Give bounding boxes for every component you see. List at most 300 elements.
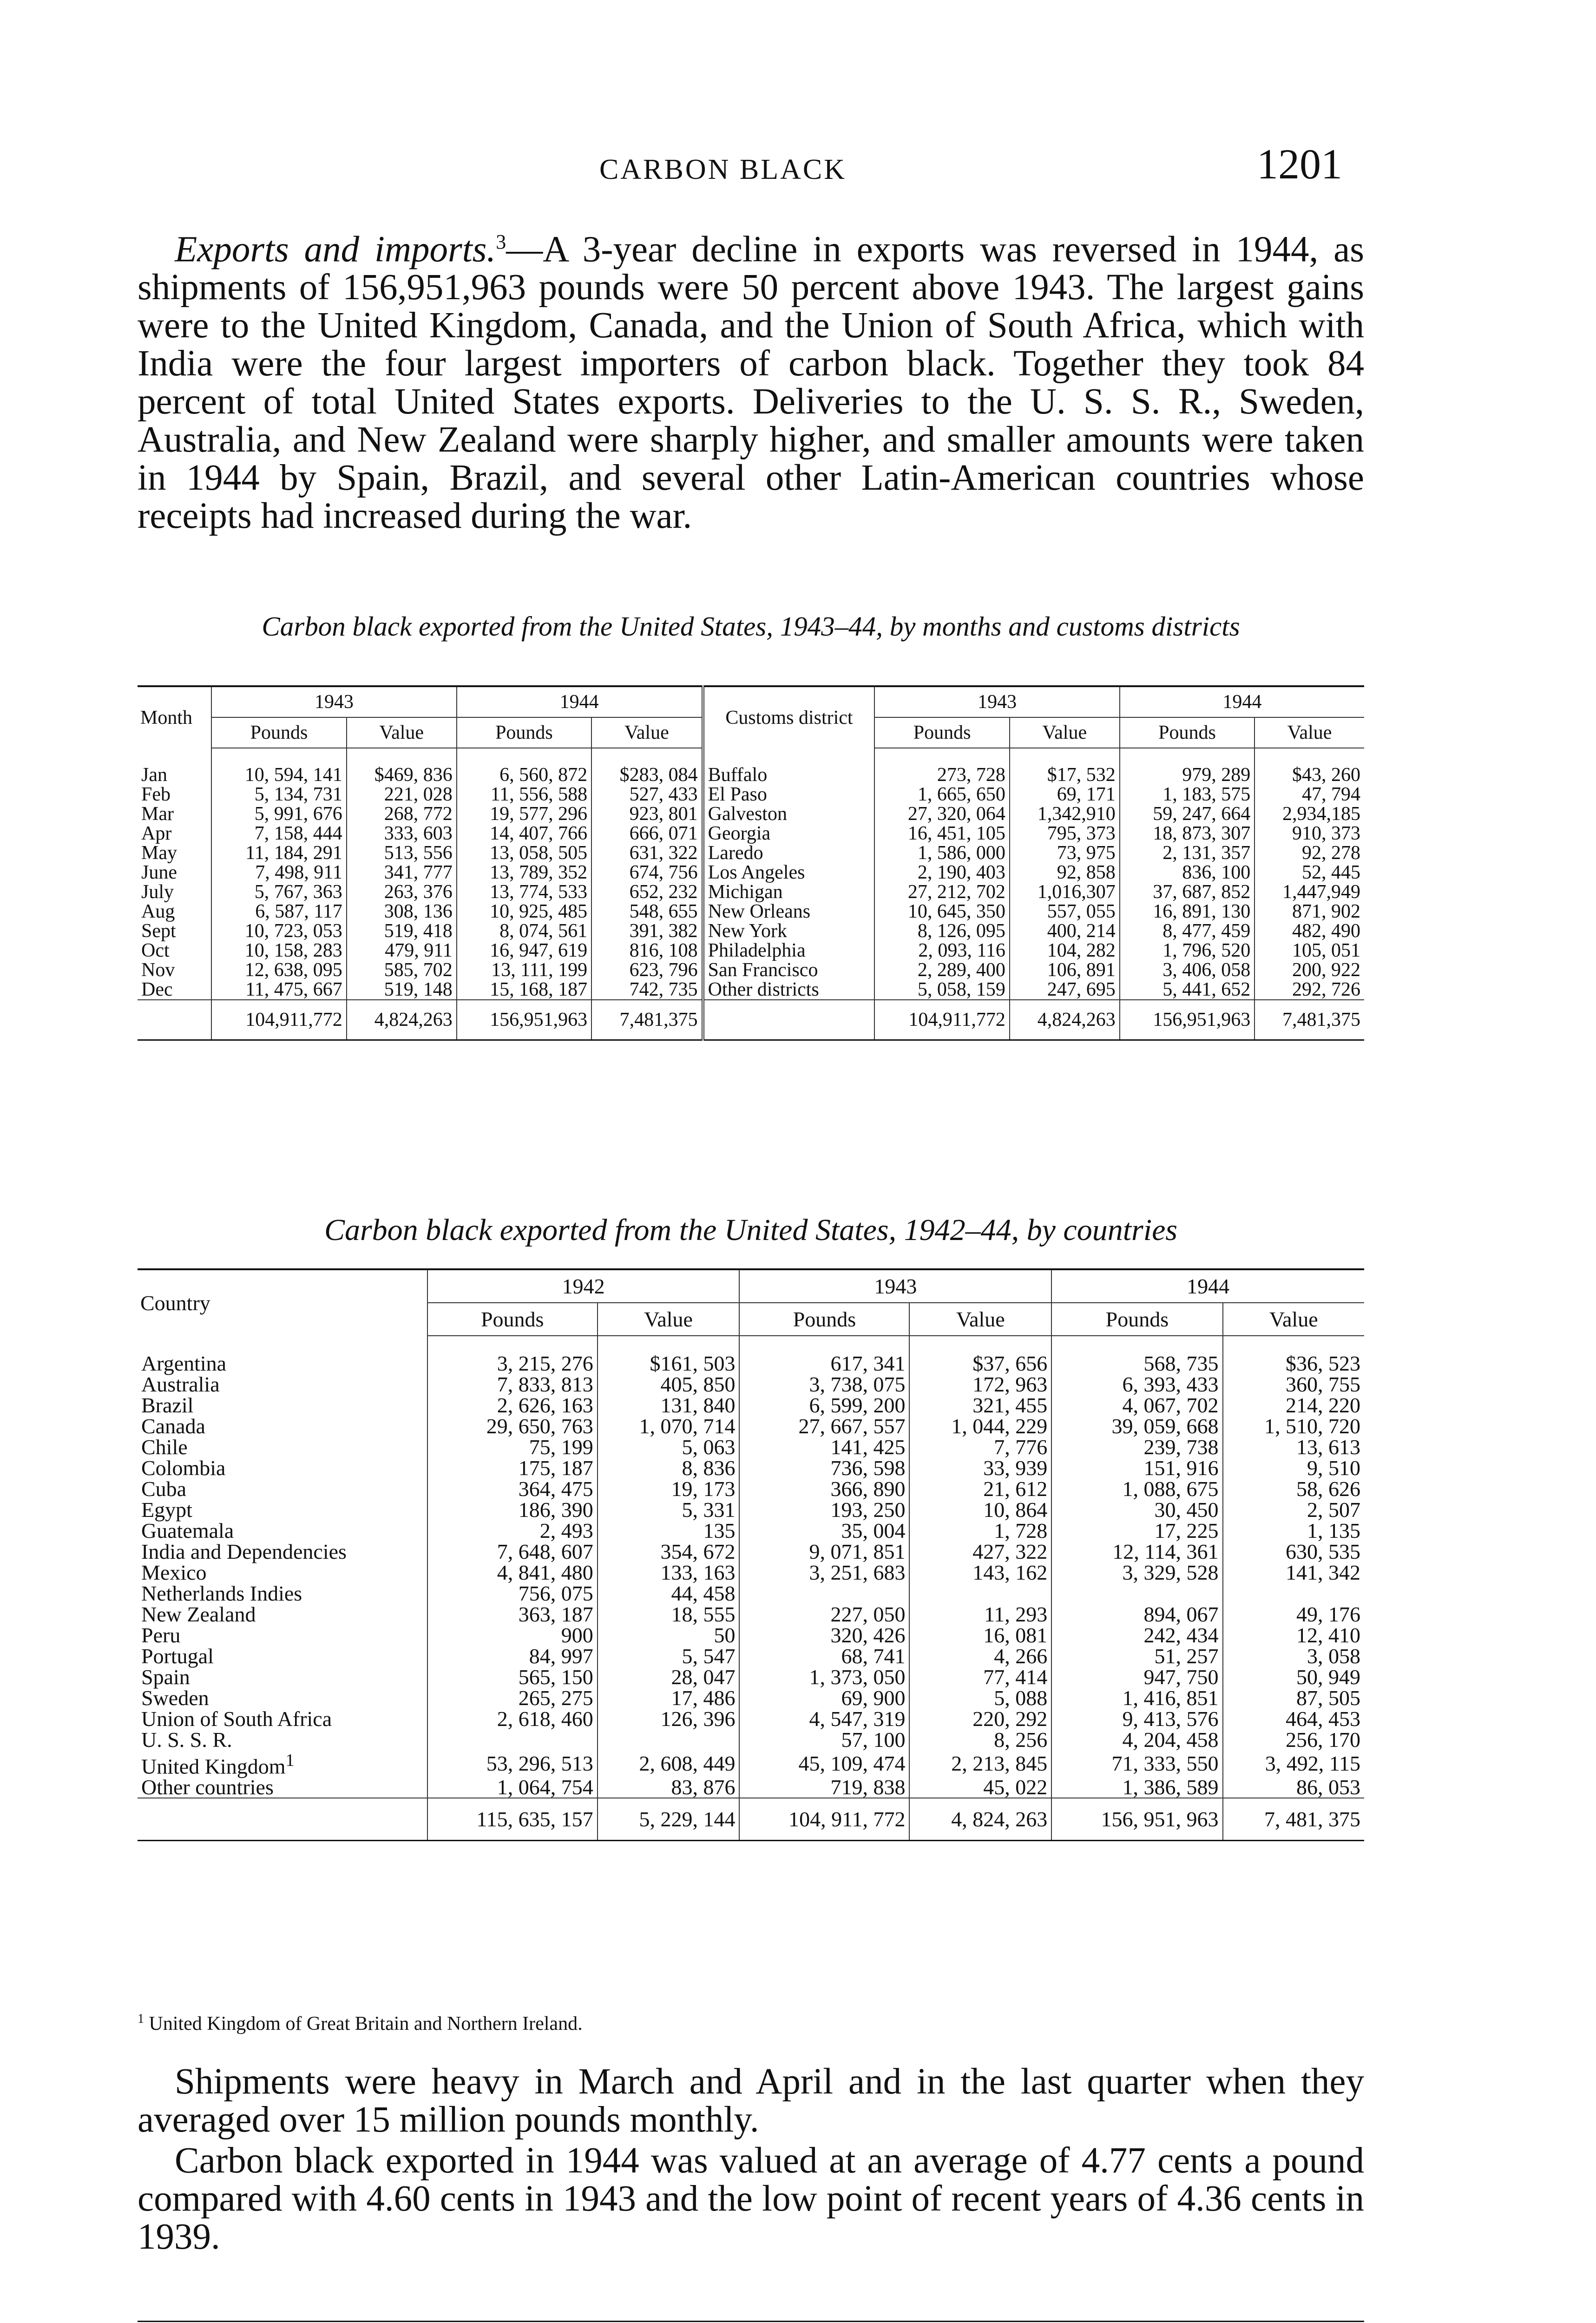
table-row xyxy=(138,1583,1364,1604)
value-cell: 16, 081 xyxy=(909,1625,1051,1646)
country-cell: Other countries xyxy=(141,1775,274,1799)
value-cell: 1,016,307 xyxy=(1010,882,1120,902)
value-cell: 247, 695 xyxy=(1010,980,1120,1000)
header-value: Value xyxy=(591,717,703,748)
value-cell: 83, 876 xyxy=(598,1777,740,1798)
total-label xyxy=(138,1798,427,1841)
table-footnote-mark: 1 xyxy=(138,2012,144,2026)
total-cell: 7,481,375 xyxy=(1254,1000,1364,1040)
table-row xyxy=(138,1336,1364,1374)
pounds-cell: 175, 187 xyxy=(427,1457,598,1478)
value-cell: 73, 975 xyxy=(1010,843,1120,863)
value-cell: 5, 331 xyxy=(598,1499,740,1520)
pounds-cell: 565, 150 xyxy=(427,1667,598,1687)
pounds-cell: 11, 184, 291 xyxy=(211,843,346,863)
month-cell: Dec xyxy=(141,979,173,1000)
pounds-cell: 1, 416, 851 xyxy=(1051,1687,1222,1708)
pounds-cell: 3, 329, 528 xyxy=(1051,1562,1222,1583)
total-cell: 104,911,772 xyxy=(211,1000,346,1040)
pounds-cell: 68, 741 xyxy=(739,1646,909,1667)
month-cell: May xyxy=(141,842,177,864)
pounds-cell: 273, 728 xyxy=(874,748,1009,785)
pounds-cell: 59, 247, 664 xyxy=(1120,804,1254,824)
pounds-cell: 364, 475 xyxy=(427,1478,598,1499)
value-cell: $283, 084 xyxy=(591,748,703,785)
table-row xyxy=(138,748,1364,785)
pounds-cell: 3, 215, 276 xyxy=(427,1336,598,1374)
pounds-cell: 53, 296, 513 xyxy=(427,1750,598,1777)
value-cell: 427, 322 xyxy=(909,1541,1051,1562)
pounds-cell: 12, 638, 095 xyxy=(211,960,346,980)
value-cell: $161, 503 xyxy=(598,1336,740,1374)
table-row xyxy=(138,1520,1364,1541)
pounds-cell: 1, 586, 000 xyxy=(874,843,1009,863)
value-cell: 557, 055 xyxy=(1010,902,1120,921)
country-cell: Spain xyxy=(141,1665,190,1689)
pounds-cell: 8, 074, 561 xyxy=(457,921,591,941)
pounds-cell: 227, 050 xyxy=(739,1604,909,1625)
value-cell: 33, 939 xyxy=(909,1457,1051,1478)
value-cell: 1, 728 xyxy=(909,1520,1051,1541)
value-cell: 50 xyxy=(598,1625,740,1646)
value-cell: 69, 171 xyxy=(1010,785,1120,804)
pounds-cell: 9, 413, 576 xyxy=(1051,1708,1222,1729)
header-month: Month xyxy=(138,686,211,748)
pounds-cell: 2, 618, 460 xyxy=(427,1708,598,1729)
table-row xyxy=(138,824,1364,843)
country-cell: Argentina xyxy=(141,1351,227,1375)
country-cell: Canada xyxy=(141,1414,205,1438)
value-cell: 135 xyxy=(598,1520,740,1541)
table-row xyxy=(138,882,1364,902)
value-cell: 92, 858 xyxy=(1010,863,1120,882)
total-cell: 4,824,263 xyxy=(1010,1000,1120,1040)
table-row xyxy=(138,1541,1364,1562)
value-cell: 391, 382 xyxy=(591,921,703,941)
pounds-cell: 17, 225 xyxy=(1051,1520,1222,1541)
pounds-cell: 84, 997 xyxy=(427,1646,598,1667)
total-label xyxy=(138,1000,211,1040)
total-cell: 7,481,375 xyxy=(591,1000,703,1040)
pounds-cell: 27, 212, 702 xyxy=(874,882,1009,902)
value-cell: 910, 373 xyxy=(1254,824,1364,843)
value-cell xyxy=(1223,1583,1364,1604)
pounds-cell: 10, 158, 283 xyxy=(211,941,346,960)
table-row xyxy=(138,1750,1364,1777)
pounds-cell: 11, 475, 667 xyxy=(211,980,346,1000)
pounds-cell: 1, 064, 754 xyxy=(427,1777,598,1798)
pounds-cell: 39, 059, 668 xyxy=(1051,1416,1222,1437)
value-cell: 11, 293 xyxy=(909,1604,1051,1625)
value-cell: $43, 260 xyxy=(1254,748,1364,785)
value-cell: 341, 777 xyxy=(347,863,457,882)
district-cell: New York xyxy=(703,921,875,941)
value-cell: 360, 755 xyxy=(1223,1374,1364,1395)
pounds-cell: 10, 925, 485 xyxy=(457,902,591,921)
value-cell: 86, 053 xyxy=(1223,1777,1364,1798)
district-cell: San Francisco xyxy=(703,960,875,980)
total-cell: 156, 951, 963 xyxy=(1051,1798,1222,1841)
value-cell: 4, 266 xyxy=(909,1646,1051,1667)
value-cell: 256, 170 xyxy=(1223,1729,1364,1750)
value-cell: $36, 523 xyxy=(1223,1336,1364,1374)
table-row xyxy=(138,804,1364,824)
pounds-cell: 5, 767, 363 xyxy=(211,882,346,902)
value-cell: 45, 022 xyxy=(909,1777,1051,1798)
total-cell: 4, 824, 263 xyxy=(909,1798,1051,1841)
pounds-cell: 15, 168, 187 xyxy=(457,980,591,1000)
header-pounds: Pounds xyxy=(457,717,591,748)
pounds-cell: 1, 386, 589 xyxy=(1051,1777,1222,1798)
pounds-cell: 2, 626, 163 xyxy=(427,1395,598,1416)
table2-caption: Carbon black exported from the United States, 1942–44, by countries xyxy=(324,1213,1178,1247)
value-cell: 400, 214 xyxy=(1010,921,1120,941)
value-cell: 12, 410 xyxy=(1223,1625,1364,1646)
pounds-cell: 5, 991, 676 xyxy=(211,804,346,824)
value-cell: 5, 547 xyxy=(598,1646,740,1667)
district-cell: El Paso xyxy=(703,785,875,804)
month-cell: Sept xyxy=(141,920,176,942)
table-row xyxy=(138,1395,1364,1416)
table-row xyxy=(138,941,1364,960)
value-cell: 1, 510, 720 xyxy=(1223,1416,1364,1437)
table-footnote-text: United Kingdom of Great Britain and Northern Ireland. xyxy=(149,2013,583,2034)
month-cell: Apr xyxy=(141,823,172,844)
month-cell: June xyxy=(141,862,177,883)
value-cell: $17, 532 xyxy=(1010,748,1120,785)
paragraph-value: Carbon black exported in 1944 was valued at an average of 4.77 cents a pound compared with 4.60 cents in 1943 and the low point of recent years of 4.36 cents in 1939. xyxy=(138,2140,1364,2257)
value-cell: 1,342,910 xyxy=(1010,804,1120,824)
header-1942: 1942 xyxy=(427,1269,740,1303)
total-cell: 156,951,963 xyxy=(1120,1000,1254,1040)
value-cell: 631, 322 xyxy=(591,843,703,863)
header-1944: 1944 xyxy=(457,686,703,717)
pounds-cell: 10, 723, 053 xyxy=(211,921,346,941)
value-cell: 519, 418 xyxy=(347,921,457,941)
table-row xyxy=(138,1374,1364,1395)
pounds-cell: 3, 251, 683 xyxy=(739,1562,909,1583)
month-cell: Oct xyxy=(141,940,170,961)
pounds-cell: 7, 648, 607 xyxy=(427,1541,598,1562)
value-cell: 92, 278 xyxy=(1254,843,1364,863)
value-cell: 104, 282 xyxy=(1010,941,1120,960)
country-cell: Netherlands Indies xyxy=(141,1581,302,1605)
table-row xyxy=(138,960,1364,980)
pounds-cell: 141, 425 xyxy=(739,1437,909,1457)
pounds-cell: 6, 599, 200 xyxy=(739,1395,909,1416)
value-cell: 513, 556 xyxy=(347,843,457,863)
value-cell: 77, 414 xyxy=(909,1667,1051,1687)
value-cell: 49, 176 xyxy=(1223,1604,1364,1625)
pounds-cell: 37, 687, 852 xyxy=(1120,882,1254,902)
pounds-cell: 4, 204, 458 xyxy=(1051,1729,1222,1750)
pounds-cell: 7, 158, 444 xyxy=(211,824,346,843)
district-cell: Buffalo xyxy=(703,748,875,785)
country-cell: Guatemala xyxy=(141,1519,234,1542)
pounds-cell: 2, 131, 357 xyxy=(1120,843,1254,863)
pounds-cell: 16, 891, 130 xyxy=(1120,902,1254,921)
total-cell: 7, 481, 375 xyxy=(1223,1798,1364,1841)
total-cell: 4,824,263 xyxy=(347,1000,457,1040)
table-row xyxy=(138,1667,1364,1687)
table-row xyxy=(138,902,1364,921)
pounds-cell: 1, 796, 520 xyxy=(1120,941,1254,960)
value-cell: 405, 850 xyxy=(598,1374,740,1395)
total-label xyxy=(703,1000,875,1040)
value-cell: 268, 772 xyxy=(347,804,457,824)
table-row xyxy=(138,1437,1364,1457)
value-cell: 308, 136 xyxy=(347,902,457,921)
header-value: Value xyxy=(1254,717,1364,748)
value-cell: 623, 796 xyxy=(591,960,703,980)
page-number: 1201 xyxy=(1257,140,1342,188)
value-cell: 2, 213, 845 xyxy=(909,1750,1051,1777)
value-cell: 8, 836 xyxy=(598,1457,740,1478)
pounds-cell: 366, 890 xyxy=(739,1478,909,1499)
pounds-cell xyxy=(427,1729,598,1750)
table-row xyxy=(138,980,1364,1000)
pounds-cell: 10, 645, 350 xyxy=(874,902,1009,921)
pounds-cell: 1, 183, 575 xyxy=(1120,785,1254,804)
value-cell: 221, 028 xyxy=(347,785,457,804)
value-cell: 2, 507 xyxy=(1223,1499,1364,1520)
value-cell: 923, 801 xyxy=(591,804,703,824)
country-cell: Cuba xyxy=(141,1477,187,1501)
pounds-cell: 242, 434 xyxy=(1051,1625,1222,1646)
value-cell: 263, 376 xyxy=(347,882,457,902)
country-cell: Union of South Africa xyxy=(141,1707,332,1731)
table-row xyxy=(138,1777,1364,1798)
header-pounds: Pounds xyxy=(739,1303,909,1336)
pounds-cell: 71, 333, 550 xyxy=(1051,1750,1222,1777)
value-cell: 8, 256 xyxy=(909,1729,1051,1750)
pounds-cell: 13, 111, 199 xyxy=(457,960,591,980)
value-cell: 464, 453 xyxy=(1223,1708,1364,1729)
table-row xyxy=(138,1499,1364,1520)
value-cell: 742, 735 xyxy=(591,980,703,1000)
total-cell: 156,951,963 xyxy=(457,1000,591,1040)
header-pounds: Pounds xyxy=(874,717,1009,748)
table-row xyxy=(138,1625,1364,1646)
table-row xyxy=(138,1457,1364,1478)
pounds-cell: 4, 547, 319 xyxy=(739,1708,909,1729)
table-row xyxy=(138,1416,1364,1437)
month-cell: Aug xyxy=(141,901,175,922)
pounds-cell: 756, 075 xyxy=(427,1583,598,1604)
value-cell: 58, 626 xyxy=(1223,1478,1364,1499)
value-cell: 44, 458 xyxy=(598,1583,740,1604)
pounds-cell: 979, 289 xyxy=(1120,748,1254,785)
value-cell xyxy=(909,1583,1051,1604)
table-row xyxy=(138,863,1364,882)
value-cell: 479, 911 xyxy=(347,941,457,960)
value-cell: 519, 148 xyxy=(347,980,457,1000)
pounds-cell: 14, 407, 766 xyxy=(457,824,591,843)
pounds-cell: 35, 004 xyxy=(739,1520,909,1541)
country-cell: Mexico xyxy=(141,1561,207,1584)
month-cell: Feb xyxy=(141,784,171,805)
pounds-cell: 51, 257 xyxy=(1051,1646,1222,1667)
table-exports-by-month-and-district xyxy=(138,685,1364,1041)
pounds-cell: 1, 665, 650 xyxy=(874,785,1009,804)
pounds-cell: 75, 199 xyxy=(427,1437,598,1457)
value-cell: 354, 672 xyxy=(598,1541,740,1562)
district-cell: Philadelphia xyxy=(703,941,875,960)
pounds-cell: 2, 493 xyxy=(427,1520,598,1541)
value-cell: 585, 702 xyxy=(347,960,457,980)
table-footnote xyxy=(138,2007,1364,2036)
pounds-cell: 947, 750 xyxy=(1051,1667,1222,1687)
table-row xyxy=(138,1729,1364,1750)
value-cell: 816, 108 xyxy=(591,941,703,960)
pounds-cell: 30, 450 xyxy=(1051,1499,1222,1520)
pounds-cell: 265, 275 xyxy=(427,1687,598,1708)
pounds-cell: 239, 738 xyxy=(1051,1437,1222,1457)
value-cell: 13, 613 xyxy=(1223,1437,1364,1457)
pounds-cell: 836, 100 xyxy=(1120,863,1254,882)
value-cell: 1,447,949 xyxy=(1254,882,1364,902)
pounds-cell: 193, 250 xyxy=(739,1499,909,1520)
country-cell: Australia xyxy=(141,1372,220,1396)
value-cell: 18, 555 xyxy=(598,1604,740,1625)
running-header: CARBON BLACK xyxy=(599,154,847,185)
pounds-cell: 4, 067, 702 xyxy=(1051,1395,1222,1416)
header-pounds: Pounds xyxy=(427,1303,598,1336)
value-cell: 1, 070, 714 xyxy=(598,1416,740,1437)
value-cell: 214, 220 xyxy=(1223,1395,1364,1416)
value-cell: 3, 058 xyxy=(1223,1646,1364,1667)
value-cell: 52, 445 xyxy=(1254,863,1364,882)
country-cell: Colombia xyxy=(141,1456,226,1480)
header-1943: 1943 xyxy=(211,686,456,717)
total-cell: 5, 229, 144 xyxy=(598,1798,740,1841)
value-cell: 482, 490 xyxy=(1254,921,1364,941)
value-cell: 7, 776 xyxy=(909,1437,1051,1457)
value-cell: 172, 963 xyxy=(909,1374,1051,1395)
pounds-cell: 6, 560, 872 xyxy=(457,748,591,785)
pounds-cell: 13, 789, 352 xyxy=(457,863,591,882)
country-cell: Peru xyxy=(141,1623,181,1647)
country-name: United Kingdom xyxy=(141,1754,286,1778)
header-value: Value xyxy=(347,717,457,748)
value-cell: 21, 612 xyxy=(909,1478,1051,1499)
value-cell: 133, 163 xyxy=(598,1562,740,1583)
pounds-cell: 13, 774, 533 xyxy=(457,882,591,902)
total-cell: 104,911,772 xyxy=(874,1000,1009,1040)
pounds-cell: 7, 833, 813 xyxy=(427,1374,598,1395)
district-cell: Galveston xyxy=(703,804,875,824)
pounds-cell: 900 xyxy=(427,1625,598,1646)
value-cell: 2, 608, 449 xyxy=(598,1750,740,1777)
value-cell: 87, 505 xyxy=(1223,1687,1364,1708)
value-cell: 2,934,185 xyxy=(1254,804,1364,824)
district-cell: Los Angeles xyxy=(703,863,875,882)
header-district-1944: 1944 xyxy=(1120,686,1364,717)
pounds-cell: 568, 735 xyxy=(1051,1336,1222,1374)
value-cell xyxy=(598,1729,740,1750)
value-cell: 143, 162 xyxy=(909,1562,1051,1583)
header-pounds: Pounds xyxy=(211,717,346,748)
value-cell: $37, 656 xyxy=(909,1336,1051,1374)
pounds-cell: 8, 477, 459 xyxy=(1120,921,1254,941)
pounds-cell: 13, 058, 505 xyxy=(457,843,591,863)
pounds-cell: 12, 114, 361 xyxy=(1051,1541,1222,1562)
pounds-cell: 27, 667, 557 xyxy=(739,1416,909,1437)
value-cell: 652, 232 xyxy=(591,882,703,902)
country-cell: Brazil xyxy=(141,1393,194,1417)
table-row xyxy=(138,843,1364,863)
paragraph-shipments: Shipments were heavy in March and April and in the last quarter when they averaged over 15 million pounds monthly. xyxy=(138,2061,1364,2140)
pounds-cell: 363, 187 xyxy=(427,1604,598,1625)
pounds-cell: 2, 190, 403 xyxy=(874,863,1009,882)
pounds-cell: 1, 088, 675 xyxy=(1051,1478,1222,1499)
header-pounds: Pounds xyxy=(1051,1303,1222,1336)
pounds-cell: 4, 841, 480 xyxy=(427,1562,598,1583)
country-footnote-mark: 1 xyxy=(285,1751,295,1770)
pounds-cell: 10, 594, 141 xyxy=(211,748,346,785)
value-cell: 333, 603 xyxy=(347,824,457,843)
value-cell: 17, 486 xyxy=(598,1687,740,1708)
table-row xyxy=(138,1604,1364,1625)
pounds-cell: 2, 093, 116 xyxy=(874,941,1009,960)
value-cell: 10, 864 xyxy=(909,1499,1051,1520)
country-cell: Egypt xyxy=(141,1498,192,1522)
district-cell: Other districts xyxy=(703,980,875,1000)
pounds-cell: 29, 650, 763 xyxy=(427,1416,598,1437)
pounds-cell: 186, 390 xyxy=(427,1499,598,1520)
header-value: Value xyxy=(598,1303,740,1336)
pounds-cell: 1, 373, 050 xyxy=(739,1667,909,1687)
table-row xyxy=(138,1646,1364,1667)
pounds-cell: 11, 556, 588 xyxy=(457,785,591,804)
district-cell: Laredo xyxy=(703,843,875,863)
pounds-cell: 6, 393, 433 xyxy=(1051,1374,1222,1395)
district-cell: Michigan xyxy=(703,882,875,902)
header-country: Country xyxy=(138,1269,427,1336)
district-cell: New Orleans xyxy=(703,902,875,921)
value-cell: 630, 535 xyxy=(1223,1541,1364,1562)
pounds-cell: 3, 738, 075 xyxy=(739,1374,909,1395)
pounds-cell: 57, 100 xyxy=(739,1729,909,1750)
value-cell: 50, 949 xyxy=(1223,1667,1364,1687)
value-cell: 106, 891 xyxy=(1010,960,1120,980)
header-district-1943: 1943 xyxy=(874,686,1119,717)
value-cell: 1, 135 xyxy=(1223,1520,1364,1541)
table-row xyxy=(138,921,1364,941)
header-1943: 1943 xyxy=(739,1269,1051,1303)
district-cell: Georgia xyxy=(703,824,875,843)
value-cell: 131, 840 xyxy=(598,1395,740,1416)
month-cell: Jan xyxy=(141,764,167,786)
table-row xyxy=(138,1687,1364,1708)
country-cell: Sweden xyxy=(141,1686,209,1710)
pounds-cell: 18, 873, 307 xyxy=(1120,824,1254,843)
value-cell: 126, 396 xyxy=(598,1708,740,1729)
header-value: Value xyxy=(1223,1303,1364,1336)
footnote-rule xyxy=(138,2321,1364,2322)
value-cell: 28, 047 xyxy=(598,1667,740,1687)
pounds-cell: 5, 058, 159 xyxy=(874,980,1009,1000)
country-cell: India and Dependencies xyxy=(141,1540,347,1563)
pounds-cell: 7, 498, 911 xyxy=(211,863,346,882)
pounds-cell: 320, 426 xyxy=(739,1625,909,1646)
value-cell: 220, 292 xyxy=(909,1708,1051,1729)
header-1944: 1944 xyxy=(1051,1269,1364,1303)
month-cell: Nov xyxy=(141,959,175,981)
pounds-cell xyxy=(739,1583,909,1604)
table1-caption: Carbon black exported from the United States, 1943–44, by months and customs districts xyxy=(262,611,1240,642)
value-cell: 321, 455 xyxy=(909,1395,1051,1416)
